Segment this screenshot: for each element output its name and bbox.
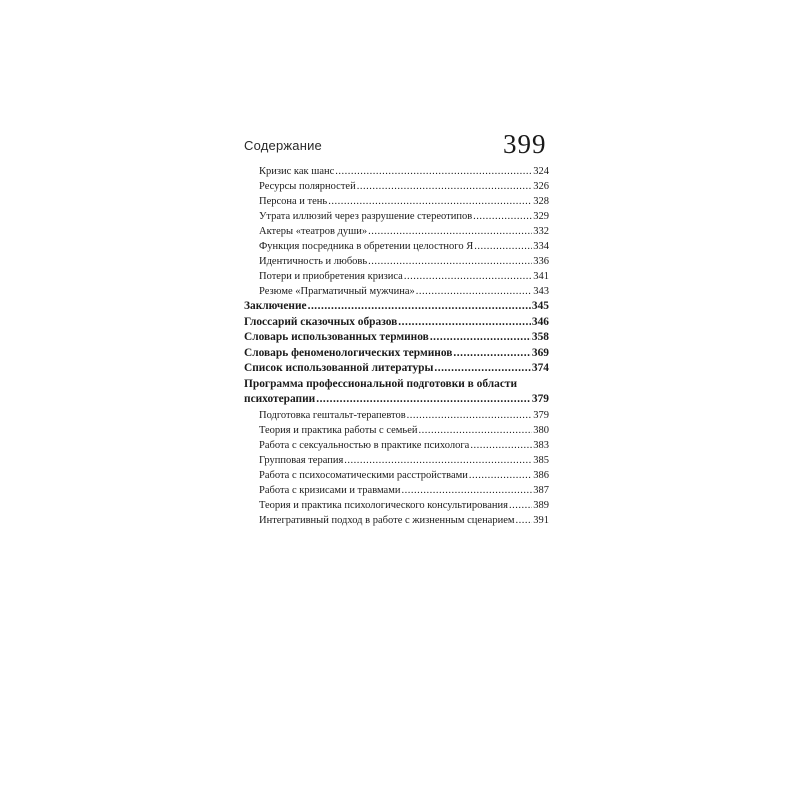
running-header-title: Содержание — [244, 138, 322, 153]
toc-chapter-entry — [244, 315, 549, 331]
toc-entry — [244, 468, 549, 483]
toc-leader-dots — [368, 254, 532, 269]
table-of-contents — [244, 164, 549, 528]
toc-leader-dots — [509, 498, 532, 513]
toc-entry-page: 386 — [533, 469, 549, 481]
toc-chapter-title: Словарь феноменологических терминов — [244, 346, 453, 359]
toc-leader-dots — [430, 330, 531, 346]
toc-chapter-title: Словарь использованных терминов — [244, 331, 429, 343]
toc-entry-title: Работа с сексуальностью в практике психолога — [259, 439, 470, 451]
toc-entry — [244, 438, 549, 453]
toc-entry — [244, 164, 549, 179]
toc-entry-title: Теория и практика психологического консультирования — [259, 499, 508, 511]
toc-leader-dots — [335, 164, 532, 179]
toc-chapter-page: 358 — [531, 331, 549, 343]
toc-entry — [244, 483, 549, 498]
toc-entry-title: Подготовка гештальт-терапевтов — [259, 409, 406, 421]
toc-entry — [244, 269, 549, 284]
toc-leader-dots — [357, 179, 533, 194]
toc-entry-title: Работа с кризисами и травмами — [259, 484, 401, 496]
toc-leader-dots — [469, 468, 532, 483]
toc-entry-page: 391 — [533, 514, 549, 526]
toc-entry — [244, 498, 549, 513]
toc-leader-dots — [398, 315, 531, 331]
toc-entry-title: Потери и приобретения кризиса — [259, 271, 403, 282]
toc-entry — [244, 513, 549, 528]
toc-entry — [244, 423, 549, 438]
toc-entry — [244, 408, 549, 423]
toc-chapter-title: Список использованной литературы — [244, 362, 434, 374]
toc-chapter-page: 379 — [531, 393, 549, 405]
toc-entry-page: 324 — [533, 166, 549, 177]
toc-leader-dots — [344, 453, 532, 468]
toc-entry-title: Актеры «театров души» — [259, 226, 368, 237]
toc-entry-title: Интегративный подход в работе с жизненным сценарием — [259, 514, 515, 526]
toc-leader-dots — [328, 194, 532, 209]
toc-chapter-title: Программа профессиональной подготовки в области — [244, 377, 518, 390]
toc-leader-dots — [434, 361, 531, 377]
toc-entry-page: 383 — [533, 439, 549, 451]
toc-entry-title: Утрата иллюзий через разрушение стереотипов — [259, 211, 473, 222]
toc-entry — [244, 254, 549, 269]
toc-entry-page: 334 — [533, 241, 549, 252]
toc-entry-page: 336 — [533, 256, 549, 267]
toc-entry-title: Персона и тень — [259, 196, 328, 207]
toc-entry-page: 332 — [533, 226, 549, 237]
toc-entry-title: Групповая терапия — [259, 454, 344, 466]
toc-leader-dots — [516, 513, 533, 528]
toc-leader-dots — [368, 224, 532, 239]
toc-chapter-title: Заключение — [244, 300, 307, 312]
toc-entry-page: 387 — [533, 484, 549, 496]
toc-entry-title: Теория и практика работы с семьей — [259, 424, 418, 436]
toc-entry-page: 329 — [533, 211, 549, 222]
toc-entry-title: Кризис как шанс — [259, 166, 335, 177]
toc-leader-dots — [473, 209, 532, 224]
toc-entry — [244, 194, 549, 209]
toc-entry — [244, 453, 549, 468]
toc-entry — [244, 239, 549, 254]
toc-entry-title: Ресурсы полярностей — [259, 181, 356, 192]
toc-entry-page: 326 — [533, 181, 549, 192]
toc-leader-dots — [316, 392, 531, 408]
toc-leader-dots — [470, 438, 532, 453]
toc-chapter-page: 369 — [531, 346, 549, 359]
toc-entry — [244, 209, 549, 224]
toc-leader-dots — [308, 299, 531, 315]
toc-entry — [244, 224, 549, 239]
toc-chapter-title: Глоссарий сказочных образов — [244, 315, 398, 328]
toc-chapter-page: 374 — [531, 362, 549, 374]
toc-entry-page: 341 — [533, 271, 549, 282]
toc-chapter-entry — [244, 330, 549, 346]
toc-chapter-entry-line2 — [244, 392, 549, 408]
page-number: 399 — [503, 129, 547, 159]
toc-chapter-entry — [244, 299, 549, 315]
toc-entry-title: Резюме «Прагматичный мужчина» — [259, 286, 415, 297]
toc-entry-title: Работа с психосоматическими расстройствами — [259, 469, 468, 481]
toc-entry-page: 389 — [533, 499, 549, 511]
toc-leader-dots — [407, 408, 533, 423]
toc-chapter-entry-line1 — [244, 377, 549, 393]
toc-entry-page: 328 — [533, 196, 549, 207]
toc-entry — [244, 179, 549, 194]
toc-leader-dots — [416, 284, 533, 299]
toc-entry-page: 379 — [533, 409, 549, 421]
toc-entry-page: 380 — [533, 424, 549, 436]
toc-entry — [244, 284, 549, 299]
toc-chapter-entry — [244, 361, 549, 377]
toc-entry-title: Идентичность и любовь — [259, 256, 368, 267]
toc-entry-title: Функция посредника в обретении целостного Я — [259, 241, 474, 252]
toc-entry-page: 385 — [533, 454, 549, 466]
toc-chapter-entry — [244, 346, 549, 362]
toc-leader-dots — [474, 239, 532, 254]
toc-chapter-page: 345 — [531, 300, 549, 312]
toc-chapter-page: 346 — [531, 315, 549, 328]
toc-leader-dots — [401, 483, 532, 498]
toc-leader-dots — [404, 269, 532, 284]
toc-chapter-title-continued: психотерапии — [244, 393, 316, 405]
toc-leader-dots — [453, 346, 530, 362]
toc-leader-dots — [419, 423, 533, 438]
toc-entry-page: 343 — [533, 286, 549, 297]
